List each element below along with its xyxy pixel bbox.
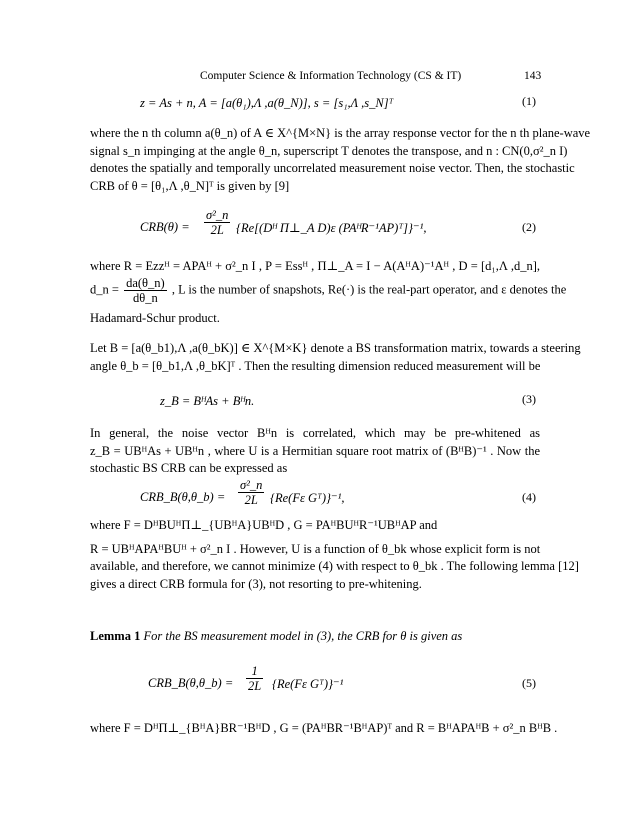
equation-1 — [140, 94, 580, 112]
equation-1-number: (1) — [522, 94, 536, 108]
equation-5-lhs: CRB_B(θ,θ_b) = — [148, 676, 234, 690]
equation-5 — [148, 664, 580, 700]
paragraph-4-line: z_B = UBᴴAs + UBᴴn , where U is a Hermitian square root matrix of (BᴴB)⁻¹ . Now the — [90, 443, 540, 458]
dn-fraction — [124, 276, 167, 305]
paragraph-6-line: where F = DᴴΠ⊥_{BᴴA}BR⁻¹BᴴD , G = (PAᴴBR⁻¹BᴴAP)ᵀ and R = BᴴAPAᴴB + σ²_n BᴴB . — [90, 721, 558, 735]
equation-4-number: (4) — [522, 490, 536, 504]
equation-3-number: (3) — [522, 392, 536, 406]
equation-4 — [140, 478, 580, 514]
paragraph-3-line: angle θ_b = [θ_b1,Λ ,θ_bK]ᵀ . Then the resulting dimension reduced measurement will be — [90, 358, 541, 373]
paragraph-4-line: stochastic BS CRB can be expressed as — [90, 461, 288, 475]
equation-3 — [160, 392, 580, 410]
equation-2-number: (2) — [522, 220, 536, 234]
paragraph-1 — [90, 125, 591, 195]
fraction-denominator: 2L — [210, 223, 224, 237]
fraction-numerator: σ²_n — [240, 478, 263, 492]
lemma-1 — [90, 628, 540, 646]
dn-rest: , L is the number of snapshots, Re(·) is the real-part operator, and ε denotes the — [171, 281, 567, 296]
paragraph-5-line: R = UBᴴAPAᴴBUᴴ + σ²_n I . However, U is a function of θ_bk whose explicit form is not — [90, 541, 541, 556]
fraction-numerator: σ²_n — [206, 208, 229, 222]
paragraph-1-line: denotes the spatially and temporally uncorrelated measurement noise vector. Then, the stochastic — [90, 161, 575, 175]
dn-lhs: d_n = — [90, 281, 119, 296]
paragraph-5-line: gives a direct CRB formula for (3), not resorting to pre-whitening. — [90, 576, 422, 591]
fraction-numerator: 1 — [246, 664, 263, 679]
equation-3-body: z_B = BᴴAs + Bᴴn. — [160, 394, 255, 408]
equation-2-rhs: {Re[(Dᴴ Π⊥_A D)ε (PAᴴR⁻¹AP)ᵀ]}⁻¹, — [236, 221, 427, 235]
fraction-denominator: 2L — [244, 493, 258, 507]
paragraph-5-line: where F = DᴴBUᴴΠ⊥_{UBᴴA}UBᴴD , G = PAᴴBUᴴR⁻¹UBᴴAP and — [90, 518, 438, 532]
paragraph-2-line — [90, 275, 567, 310]
equation-4-lhs: CRB_B(θ,θ_b) = — [140, 490, 226, 504]
journal-title: Computer Science & Information Technology (CS & IT) — [200, 70, 462, 82]
equation-5-rhs: {Re(Fε Gᵀ)}⁻¹ — [272, 677, 344, 691]
paragraph-6 — [90, 720, 558, 738]
lemma-line — [90, 628, 540, 646]
paragraph-3 — [90, 340, 581, 375]
paragraph-1-line: signal s_n impinging at the angle θ_n, superscript T denotes the transpose, and n : CN(0,σ²_n I) — [90, 143, 568, 158]
paragraph-3-line: Let B = [a(θ_b1),Λ ,a(θ_bK)] ∈ X^{M×K} denote a BS transformation matrix, towards a steering — [90, 341, 581, 355]
equation-2 — [140, 208, 580, 244]
equation-4-fraction — [238, 478, 264, 507]
paragraph-5-line: available, and therefore, we cannot minimize (4) with respect to θ_bk . The following lemma [12] — [90, 559, 579, 573]
lemma-heading: Lemma 1 — [90, 629, 141, 643]
paragraph-5 — [90, 517, 579, 593]
fraction-denominator: dθ_n — [133, 290, 158, 305]
page-number: 143 — [524, 70, 542, 82]
paragraph-2-line: where R = Ezzᴴ = APAᴴ + σ²_n I , P = Essᴴ , Π⊥_A = I − A(AᴴA)⁻¹Aᴴ , D = [d₁,Λ ,d_n], — [90, 259, 540, 273]
running-header — [0, 70, 638, 86]
equation-5-fraction — [246, 664, 263, 693]
fraction-denominator: 2L — [248, 679, 262, 693]
lemma-statement: For the BS measurement model in (3), the CRB for θ is given as — [140, 629, 463, 643]
paragraph-4 — [90, 425, 540, 478]
paragraph-4-line: In general, the noise vector Bᴴn is correlated, which may be pre-whitened as — [90, 426, 540, 440]
equation-2-lhs: CRB(θ) = — [140, 220, 190, 234]
fraction-numerator: da(θ_n) — [126, 275, 165, 290]
equation-1-body: z = As + n, A = [a(θ₁),Λ ,a(θ_N)], s = [s₁,Λ ,s_N]ᵀ — [140, 96, 394, 110]
paragraph-2 — [90, 258, 567, 327]
equation-5-number: (5) — [522, 676, 536, 690]
paragraph-2-line: Hadamard-Schur product. — [90, 310, 220, 325]
equation-4-rhs: {Re(Fε Gᵀ)}⁻¹, — [270, 491, 345, 505]
paragraph-1-line: CRB of θ = [θ₁,Λ ,θ_N]ᵀ is given by [9] — [90, 178, 290, 193]
paragraph-1-line: where the n th column a(θ_n) of A ∈ X^{M×N} is the array response vector for the n th plane-wave — [90, 126, 591, 140]
equation-2-fraction — [204, 208, 230, 237]
